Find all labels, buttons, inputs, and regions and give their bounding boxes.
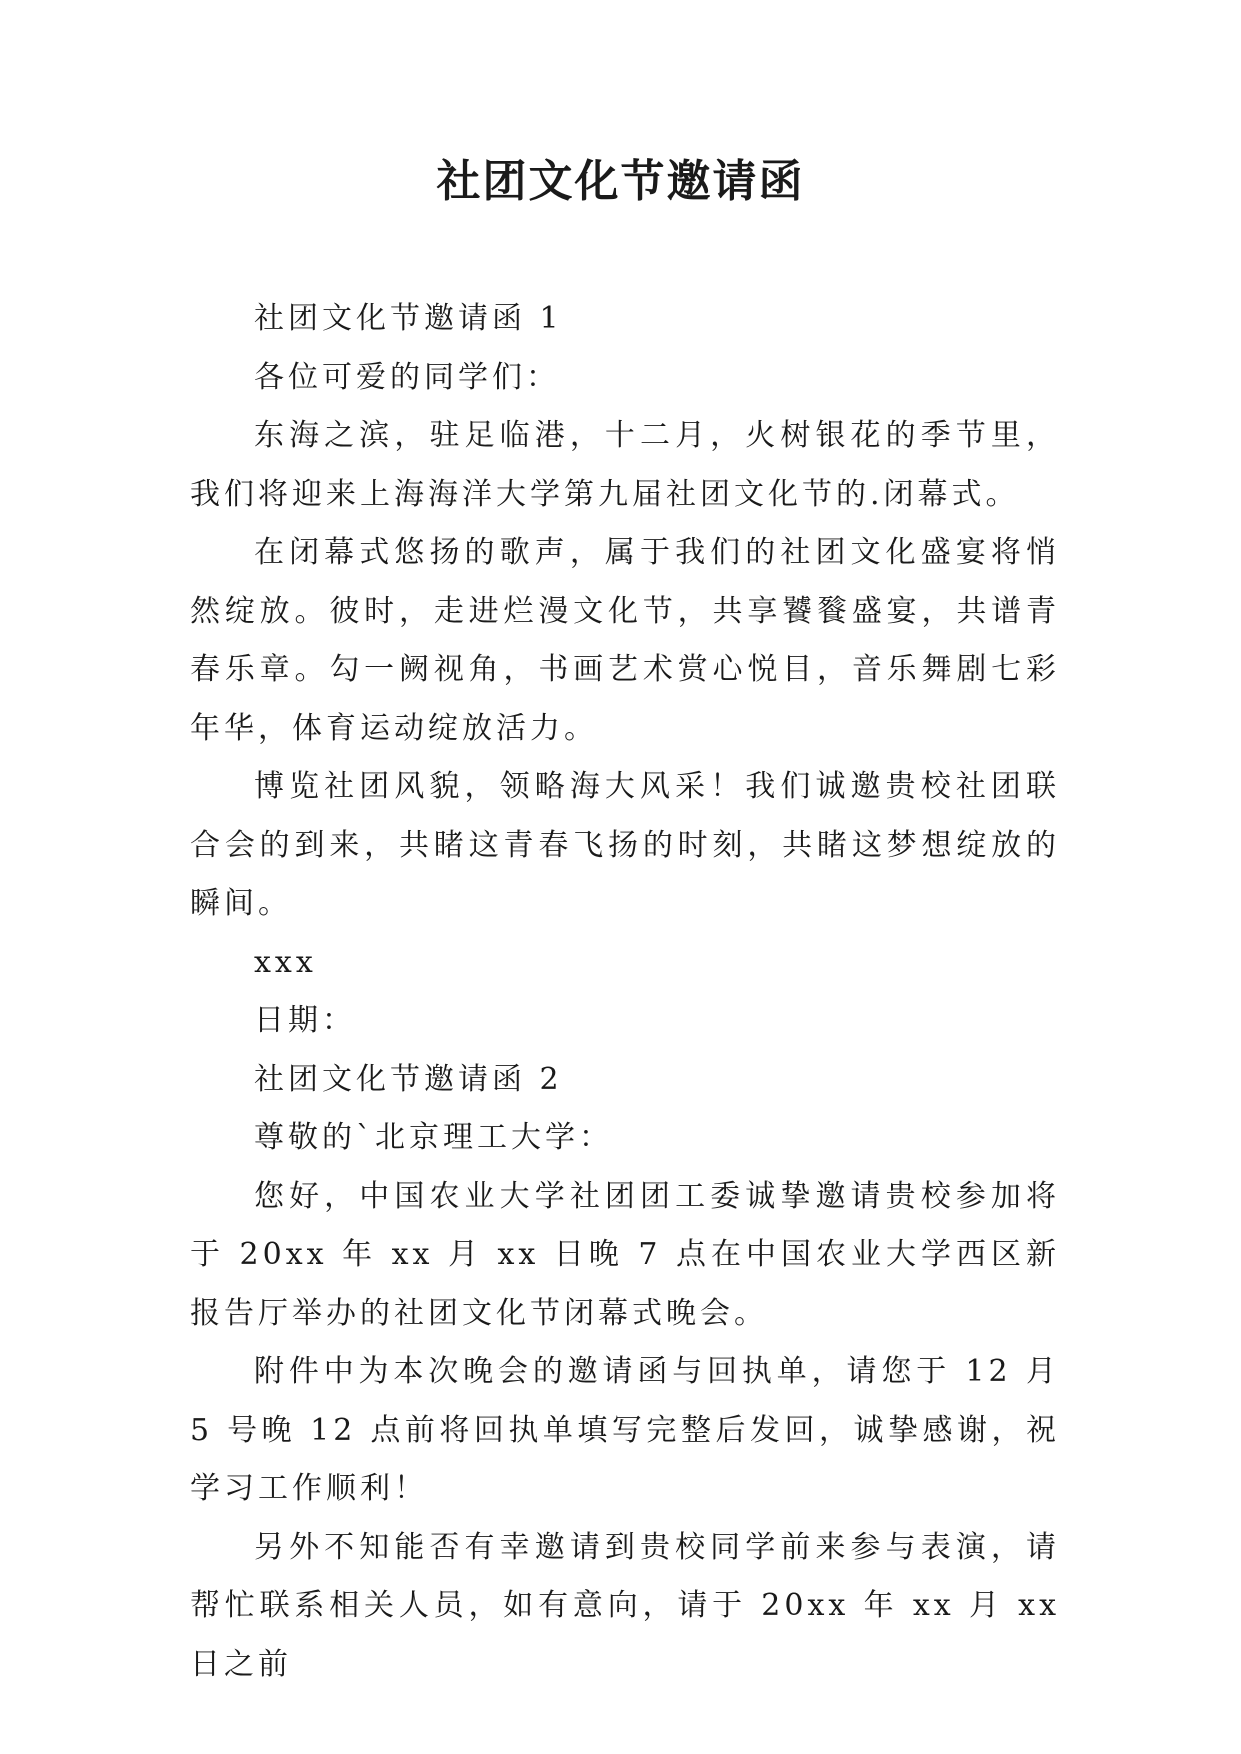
paragraph: 在闭幕式悠扬的歌声，属于我们的社团文化盛宴将悄然绽放。彼时，走进烂漫文化节，共享饕餮盛宴，共谱青春乐章。勾一阙视角，书画艺术赏心悦目，音乐舞剧七彩年华，体育运动绽放活力。 — [190, 535, 1060, 746]
paragraph: 博览社团风貌，领略海大风采！我们诚邀贵校社团联合会的到来，共睹这青春飞扬的时刻，共睹这梦想绽放的瞬间。 — [190, 769, 1060, 921]
section-heading-1: 社团文化节邀请函 1 — [254, 301, 563, 336]
document-title: 社团文化节邀请函 — [436, 156, 805, 207]
document-body — [190, 290, 1060, 1694]
paragraph: 另外不知能否有幸邀请到贵校同学前来参与表演，请帮忙联系相关人员，如有意向，请于 20xx 年 xx 月 xx 日之前 — [190, 1529, 1060, 1682]
signature: xxx — [254, 944, 317, 980]
paragraph: 您好，中国农业大学社团团工委诚挚邀请贵校参加将于 20xx 年 xx 月 xx 日晚 7 点在中国农业大学西区新报告厅举办的社团文化节闭幕式晚会。 — [190, 1178, 1060, 1331]
paragraph: 附件中为本次晚会的邀请函与回执单，请您于 12 月 5 号晚 12 点前将回执单填写完整后发回，诚挚感谢，祝学习工作顺利！ — [190, 1354, 1060, 1506]
salutation-2: 尊敬的`北京理工大学： — [254, 1120, 613, 1155]
date-line: 日期： — [254, 1003, 356, 1038]
paragraph: 东海之滨，驻足临港，十二月，火树银花的季节里，我们将迎来上海海洋大学第九届社团文化节的.闭幕式。 — [190, 418, 1060, 512]
salutation-1: 各位可爱的同学们： — [254, 359, 560, 395]
section-heading-2: 社团文化节邀请函 2 — [254, 1061, 563, 1097]
